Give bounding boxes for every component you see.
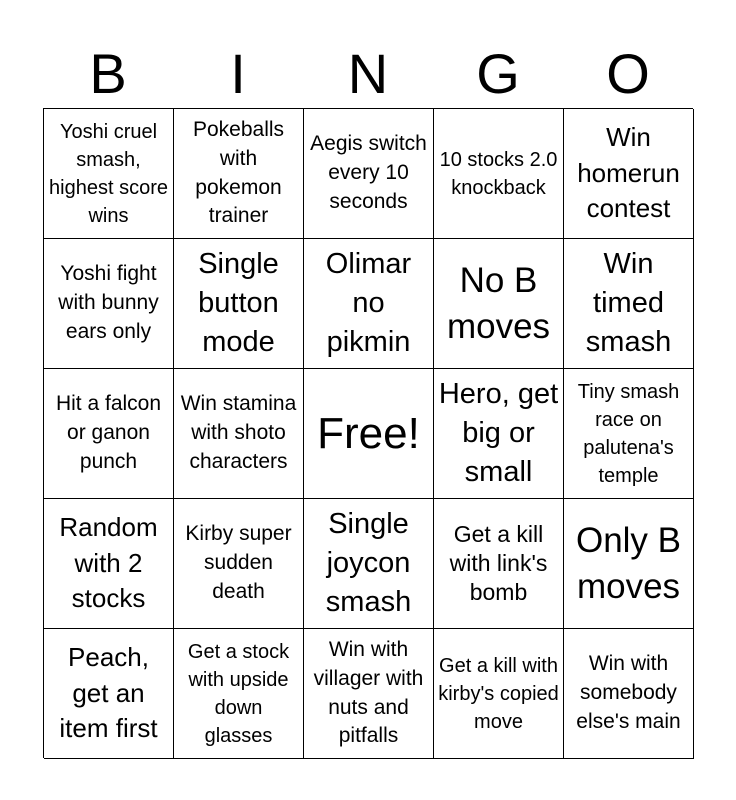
header-letter-n: N — [347, 42, 389, 105]
bingo-cell[interactable]: Get a stock with upside down glasses — [174, 629, 304, 759]
bingo-cell[interactable]: Peach, get an item first — [44, 629, 174, 759]
bingo-cell[interactable]: No B moves — [434, 239, 564, 369]
bingo-cell[interactable]: Olimar no pikmin — [304, 239, 434, 369]
bingo-cell[interactable]: Hero, get big or small — [434, 369, 564, 499]
bingo-cell[interactable]: 10 stocks 2.0 knockback — [434, 109, 564, 239]
bingo-cell[interactable]: Get a kill with link's bomb — [434, 499, 564, 629]
header-letter-g: G — [476, 42, 520, 105]
bingo-cell[interactable]: Win with somebody else's main — [564, 629, 694, 759]
bingo-cell[interactable]: Win homerun contest — [564, 109, 694, 239]
bingo-cell[interactable]: Win with villager with nuts and pitfalls — [304, 629, 434, 759]
bingo-cell[interactable]: Tiny smash race on palutena's temple — [564, 369, 694, 499]
free-space-cell[interactable]: Free! — [304, 369, 434, 499]
bingo-cell[interactable]: Aegis switch every 10 seconds — [304, 109, 434, 239]
header-letter-o: O — [606, 42, 650, 105]
bingo-cell[interactable]: Yoshi cruel smash, highest score wins — [44, 109, 174, 239]
header-letter-i: I — [230, 42, 246, 105]
bingo-cell[interactable]: Single button mode — [174, 239, 304, 369]
bingo-cell[interactable]: Pokeballs with pokemon trainer — [174, 109, 304, 239]
bingo-cell[interactable]: Yoshi fight with bunny ears only — [44, 239, 174, 369]
bingo-cell[interactable]: Win timed smash — [564, 239, 694, 369]
bingo-cell[interactable]: Single joycon smash — [304, 499, 434, 629]
bingo-cell[interactable]: Get a kill with kirby's copied move — [434, 629, 564, 759]
bingo-cell[interactable]: Only B moves — [564, 499, 694, 629]
bingo-card-grid — [43, 108, 693, 758]
bingo-cell[interactable]: Hit a falcon or ganon punch — [44, 369, 174, 499]
bingo-header — [43, 40, 693, 108]
bingo-cell[interactable]: Win stamina with shoto characters — [174, 369, 304, 499]
bingo-cell[interactable]: Random with 2 stocks — [44, 499, 174, 629]
header-letter-b: B — [89, 42, 127, 105]
bingo-cell[interactable]: Kirby super sudden death — [174, 499, 304, 629]
